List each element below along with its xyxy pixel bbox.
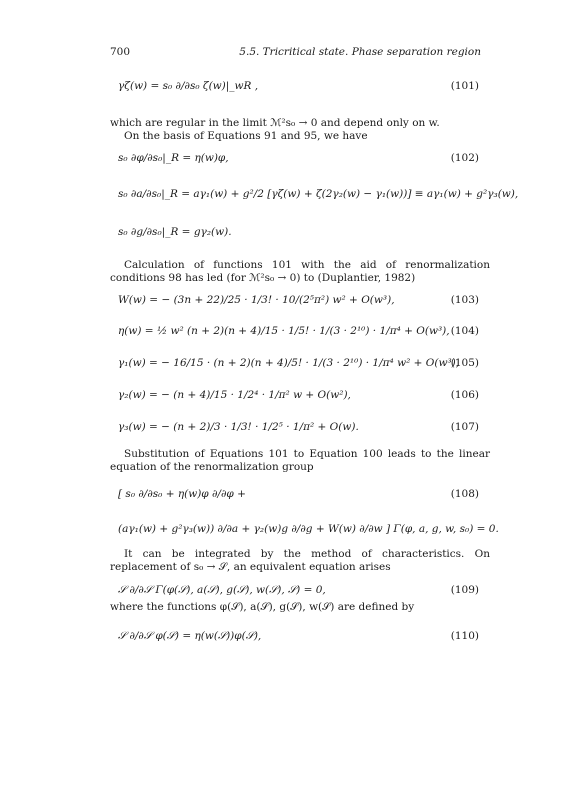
- equation-110-expression: 𝒮 ∂/∂𝒮 φ(𝒮) = η(w(𝒮))φ(𝒮),: [118, 630, 262, 642]
- equation-104-expression: η(w) = ½ w² (n + 2)(n + 4)/15 · 1/5! · 1/(3 · 2¹⁰) · 1/π⁴ + O(w³),: [118, 325, 450, 337]
- equation-102b: [0, 188, 561, 208]
- equation-108-expression: [ s₀ ∂/∂s₀ + η(w)φ ∂/∂φ +: [118, 488, 246, 500]
- equation-102c-expression: s₀ ∂g/∂s₀|_R = gγ₂(w).: [118, 226, 232, 238]
- equation-102b-expression: s₀ ∂a/∂s₀|_R = aγ₁(w) + g²/2 [γζ(w) + ζ(2γ₂(w) − γ₁(w))] ≡ aγ₁(w) + g²γ₃(w),: [118, 188, 519, 200]
- equation-108b-expression: (aγ₁(w) + g²γ₃(w)) ∂/∂a + γ₂(w)g ∂/∂g + W(w) ∂/∂w ] Γ(φ, a, g, w, s₀) = 0.: [118, 523, 499, 535]
- paragraph-functions-defined: where the functions φ(𝒮), a(𝒮), g(𝒮), w(𝒮) are defined by: [110, 601, 415, 613]
- equation-104-number: (104): [450, 325, 479, 337]
- paragraph-integration: It can be integrated by the method of characteristics. On replacement of s₀ → 𝒮, an equivalent equation arises: [110, 548, 490, 574]
- equation-102-number: (102): [450, 152, 479, 164]
- equation-105: [0, 357, 561, 377]
- equation-106-number: (106): [450, 389, 479, 401]
- equation-106: [0, 389, 561, 409]
- equation-101-number: (101): [450, 80, 479, 92]
- equation-102c: [0, 226, 561, 246]
- equation-101: [0, 80, 561, 100]
- equation-107-expression: γ₃(w) = − (n + 2)/3 · 1/3! · 1/2⁵ · 1/π² + O(w).: [118, 421, 359, 433]
- equation-110: [0, 630, 561, 650]
- paragraph-regular-limit: which are regular in the limit ℳ²s₀ → 0 and depend only on w.: [110, 117, 440, 129]
- equation-108b: [0, 523, 561, 543]
- equation-107-number: (107): [450, 421, 479, 433]
- paragraph-basis: On the basis of Equations 91 and 95, we have: [124, 130, 368, 142]
- equation-105-expression: γ₁(w) = − 16/15 · (n + 2)(n + 4)/5! · 1/(3 · 2¹⁰) · 1/π⁴ w² + O(w³),: [118, 357, 460, 369]
- equation-107: [0, 421, 561, 441]
- equation-101-expression: γζ(w) = s₀ ∂/∂s₀ ζ(w)|_wR ,: [118, 80, 259, 92]
- page-number: 700: [110, 46, 131, 58]
- equation-108: [0, 488, 561, 508]
- equation-105-number: (105): [450, 357, 479, 369]
- paragraph-substitution: Substitution of Equations 101 to Equation 100 leads to the linear equation of the renormalization group: [110, 448, 490, 474]
- paragraph-calculation: Calculation of functions 101 with the aid of renormalization conditions 98 has led (for ℳ²s₀ → 0) to (Duplantier, 1982): [110, 259, 490, 285]
- equation-103: [0, 294, 561, 314]
- equation-109-expression: 𝒮 ∂/∂𝒮 Γ(φ(𝒮), a(𝒮), g(𝒮), w(𝒮), 𝒮) = 0,: [118, 584, 326, 596]
- equation-102: [0, 152, 561, 172]
- equation-104: [0, 325, 561, 345]
- equation-106-expression: γ₂(w) = − (n + 4)/15 · 1/2⁴ · 1/π² w + O(w²),: [118, 389, 351, 401]
- equation-103-number: (103): [450, 294, 479, 306]
- equation-110-number: (110): [450, 630, 479, 642]
- equation-109-number: (109): [450, 584, 479, 596]
- equation-102-expression: s₀ ∂φ/∂s₀|_R = η(w)φ,: [118, 152, 229, 164]
- equation-108-number: (108): [450, 488, 479, 500]
- running-head: 5.5. Tricritical state. Phase separation region: [239, 46, 481, 58]
- equation-103-expression: W(w) = − (3n + 22)/25 · 1/3! · 10/(2⁵π²) w² + O(w³),: [118, 294, 395, 306]
